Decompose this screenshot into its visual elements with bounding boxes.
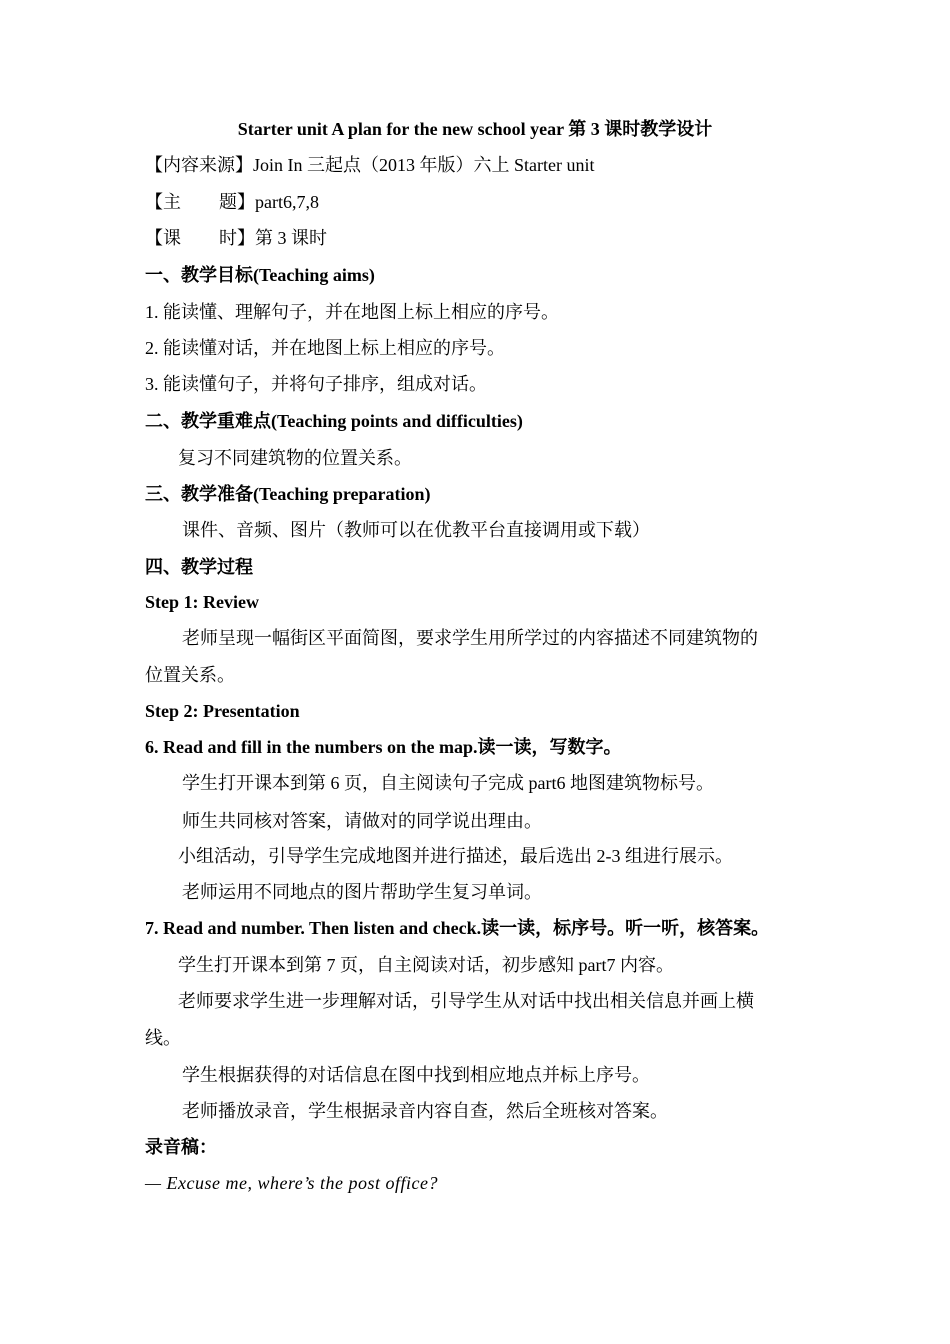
document-title: Starter unit A plan for the new school year 第 3 课时教学设计: [237, 119, 713, 139]
meta-topic-label: 【主: [145, 192, 181, 212]
part7-heading: 7. Read and number. Then listen and check.读一读，标序号。听一听，核答案。: [145, 918, 770, 938]
meta-period-label: 【课: [145, 228, 181, 248]
section4-heading: 四、教学过程: [145, 557, 253, 577]
aim-item-1: 1. 能读懂、理解句子，并在地图上标上相应的序号。: [145, 302, 559, 322]
part6-line-4: 老师运用不同地点的图片帮助学生复习单词。: [182, 882, 542, 902]
part7-line-5: 老师播放录音，学生根据录音内容自查，然后全班核对答案。: [182, 1101, 668, 1121]
aim-item-2: 2. 能读懂对话，并在地图上标上相应的序号。: [145, 338, 505, 358]
transcript-heading: 录音稿：: [145, 1137, 217, 1157]
step1-line-1: 老师呈现一幅街区平面简图，要求学生用所学过的内容描述不同建筑物的: [182, 628, 758, 648]
section3-heading: 三、教学准备(Teaching preparation): [145, 484, 431, 504]
aim-item-3: 3. 能读懂句子，并将句子排序，组成对话。: [145, 374, 487, 394]
transcript-line-1: — Excuse me, where’s the post office?: [145, 1173, 438, 1193]
part7-line-1: 学生打开课本到第 7 页，自主阅读对话，初步感知 part7 内容。: [178, 955, 674, 975]
meta-period-value: 时】第 3 课时: [219, 228, 327, 248]
part7-line-3: 线。: [145, 1028, 181, 1048]
step2-heading: Step 2: Presentation: [145, 701, 300, 721]
part6-line-3: 小组活动，引导学生完成地图并进行描述，最后选出 2-3 组进行展示。: [178, 846, 733, 866]
meta-topic-value: 题】part6,7,8: [219, 192, 319, 212]
section1-heading: 一、教学目标(Teaching aims): [145, 265, 375, 285]
section3-text: 课件、音频、图片（教师可以在优教平台直接调用或下载）: [182, 520, 650, 540]
part7-line-2: 老师要求学生进一步理解对话，引导学生从对话中找出相关信息并画上横: [178, 991, 754, 1011]
section2-heading: 二、教学重难点(Teaching points and difficulties): [145, 411, 523, 431]
part6-heading: 6. Read and fill in the numbers on the map.读一读，写数字。: [145, 737, 622, 757]
part7-line-4: 学生根据获得的对话信息在图中找到相应地点并标上序号。: [182, 1065, 650, 1085]
part6-line-1: 学生打开课本到第 6 页，自主阅读句子完成 part6 地图建筑物标号。: [182, 773, 714, 793]
step1-line-2: 位置关系。: [145, 665, 235, 685]
meta-source: 【内容来源】Join In 三起点（2013 年版）六上 Starter unit: [145, 155, 595, 175]
step1-heading: Step 1: Review: [145, 592, 259, 612]
part6-line-2: 师生共同核对答案，请做对的同学说出理由。: [182, 811, 542, 831]
section2-text: 复习不同建筑物的位置关系。: [178, 448, 412, 468]
